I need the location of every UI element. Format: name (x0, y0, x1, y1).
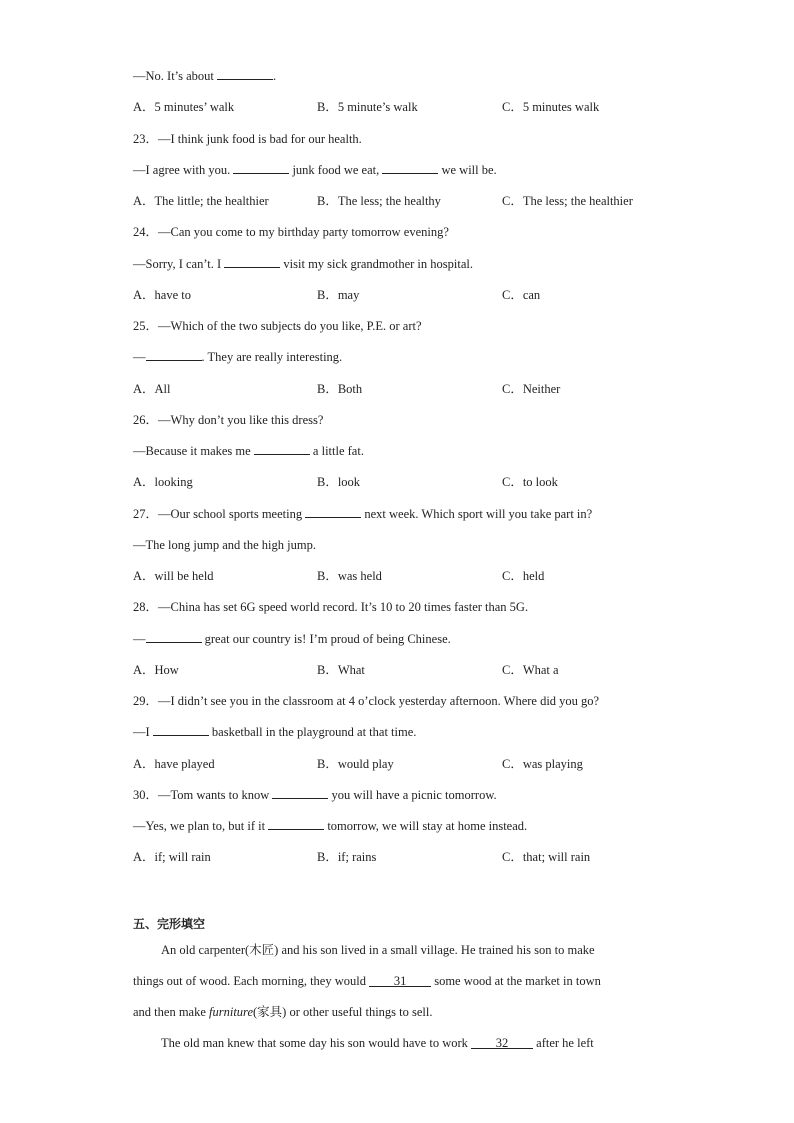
question-prompt-line (133, 443, 364, 459)
option-a[interactable]: A．if; will rain (133, 850, 211, 864)
question-prompt-line (133, 412, 323, 428)
prompt-text: great our country is! I’m proud of being Chinese. (201, 632, 451, 646)
question-number: 23． (133, 132, 159, 146)
question-prompt-line (133, 537, 316, 553)
question-prompt-line (133, 256, 473, 272)
option-c[interactable]: C．5 minutes walk (502, 100, 600, 114)
prompt-text: —Tom wants to know (158, 788, 273, 802)
question-number: 29． (133, 694, 159, 708)
prompt-text: . (273, 69, 277, 83)
option-a[interactable]: A．The little; the healthier (133, 194, 269, 208)
passage-text: some wood at the market in town (431, 974, 601, 988)
question-prompt-line (133, 131, 362, 147)
prompt-text: —Can you come to my birthday party tomorrow evening? (158, 225, 449, 239)
option-c[interactable]: C．held (502, 569, 545, 583)
option-a[interactable]: A．will be held (133, 569, 214, 583)
question-prompt-line (133, 162, 497, 178)
prompt-text: —No. It’s about (133, 69, 218, 83)
prompt-text: —I agree with you. (133, 163, 234, 177)
option-a[interactable]: A．have played (133, 757, 215, 771)
option-b[interactable]: B．Both (317, 382, 363, 396)
prompt-text: — (133, 350, 146, 364)
answer-blank[interactable] (254, 443, 310, 455)
question-prompt-line (133, 818, 527, 834)
answer-blank[interactable] (146, 631, 202, 643)
prompt-text: basketball in the playground at that time. (208, 725, 417, 739)
passage-text: and then make (133, 1005, 210, 1019)
answer-blank[interactable] (305, 506, 361, 518)
question-prompt-line (133, 787, 497, 803)
question-number: 30． (133, 788, 159, 802)
question-number: 27． (133, 507, 159, 521)
passage-text: An old carpenter(木匠) and his son lived in a small village. He trained his son to make (161, 943, 595, 957)
option-a[interactable]: A．5 minutes’ walk (133, 100, 235, 114)
option-b[interactable]: B．The less; the healthy (317, 194, 441, 208)
options-row (133, 99, 693, 115)
question-number: 25． (133, 319, 159, 333)
question-number: 28． (133, 600, 159, 614)
prompt-text: visit my sick grandmother in hospital. (280, 257, 473, 271)
passage-text: after he left (533, 1036, 594, 1050)
passage-line (161, 1035, 594, 1051)
passage-italic-word: furniture (209, 1005, 253, 1019)
option-a[interactable]: A．How (133, 663, 179, 677)
option-a[interactable]: A．looking (133, 475, 193, 489)
prompt-text: . They are really interesting. (201, 350, 343, 364)
answer-blank[interactable] (382, 162, 438, 174)
prompt-text: tomorrow, we will stay at home instead. (324, 819, 528, 833)
option-c[interactable]: C．What a (502, 663, 559, 677)
passage-text: things out of wood. Each morning, they would (133, 974, 370, 988)
option-c[interactable]: C．to look (502, 475, 558, 489)
question-number: 26． (133, 413, 159, 427)
prompt-text: a little fat. (309, 444, 364, 458)
options-row (133, 193, 693, 209)
passage-line (133, 1004, 433, 1020)
prompt-text: —China has set 6G speed world record. It’s 10 to 20 times faster than 5G. (158, 600, 529, 614)
option-b[interactable]: B．look (317, 475, 361, 489)
option-a[interactable]: A．All (133, 382, 171, 396)
blank-31[interactable]: 31 (369, 973, 431, 987)
prompt-text: —Our school sports meeting (158, 507, 306, 521)
options-row (133, 756, 693, 772)
question-prompt-line (133, 506, 592, 522)
answer-blank[interactable] (272, 787, 328, 799)
option-c[interactable]: C．The less; the healthier (502, 194, 633, 208)
options-row (133, 287, 693, 303)
question-prompt-line (133, 599, 528, 615)
prompt-text: —Yes, we plan to, but if it (133, 819, 269, 833)
question-prompt-line (133, 724, 416, 740)
answer-blank[interactable] (224, 256, 280, 268)
option-c[interactable]: C．was playing (502, 757, 583, 771)
prompt-text: — (133, 632, 146, 646)
question-prompt-line (133, 631, 451, 647)
prompt-text: —I (133, 725, 153, 739)
option-a[interactable]: A．have to (133, 288, 191, 302)
option-b[interactable]: B．may (317, 288, 360, 302)
option-b[interactable]: B．5 minute’s walk (317, 100, 418, 114)
options-row (133, 849, 693, 865)
answer-blank[interactable] (217, 68, 273, 80)
options-row (133, 381, 693, 397)
option-b[interactable]: B．was held (317, 569, 382, 583)
prompt-text: you will have a picnic tomorrow. (328, 788, 497, 802)
prompt-text: —I think junk food is bad for our health. (158, 132, 362, 146)
option-c[interactable]: C．that; will rain (502, 850, 591, 864)
answer-blank[interactable] (153, 724, 209, 736)
prompt-text: junk food we eat, (289, 163, 383, 177)
answer-blank[interactable] (146, 349, 202, 361)
passage-text: The old man knew that some day his son would have to work (161, 1036, 472, 1050)
prompt-text: —I didn’t see you in the classroom at 4 o’clock yesterday afternoon. Where did you go? (158, 694, 600, 708)
blank-32[interactable]: 32 (471, 1035, 533, 1049)
prompt-text: we will be. (438, 163, 497, 177)
prompt-text: —Sorry, I can’t. I (133, 257, 225, 271)
options-row (133, 474, 693, 490)
option-b[interactable]: B．if; rains (317, 850, 377, 864)
passage-line (161, 942, 595, 958)
question-prompt-line (133, 68, 276, 84)
answer-blank[interactable] (268, 818, 324, 830)
answer-blank[interactable] (233, 162, 289, 174)
options-row (133, 662, 693, 678)
prompt-text: —Which of the two subjects do you like, P.E. or art? (158, 319, 422, 333)
option-c[interactable]: C．can (502, 288, 541, 302)
prompt-text: next week. Which sport will you take part in? (361, 507, 593, 521)
question-prompt-line (133, 318, 422, 334)
option-c[interactable]: C．Neither (502, 382, 561, 396)
passage-text: (家具) or other useful things to sell. (253, 1005, 433, 1019)
question-prompt-line (133, 693, 599, 709)
question-prompt-line (133, 349, 342, 365)
prompt-text: —The long jump and the high jump. (133, 538, 316, 552)
section-heading: 五、完形填空 (133, 917, 206, 931)
prompt-text: —Why don’t you like this dress? (158, 413, 324, 427)
question-prompt-line (133, 224, 449, 240)
option-b[interactable]: B．What (317, 663, 365, 677)
question-number: 24． (133, 225, 159, 239)
options-row (133, 568, 693, 584)
option-b[interactable]: B．would play (317, 757, 394, 771)
passage-line (133, 973, 601, 989)
prompt-text: —Because it makes me (133, 444, 254, 458)
